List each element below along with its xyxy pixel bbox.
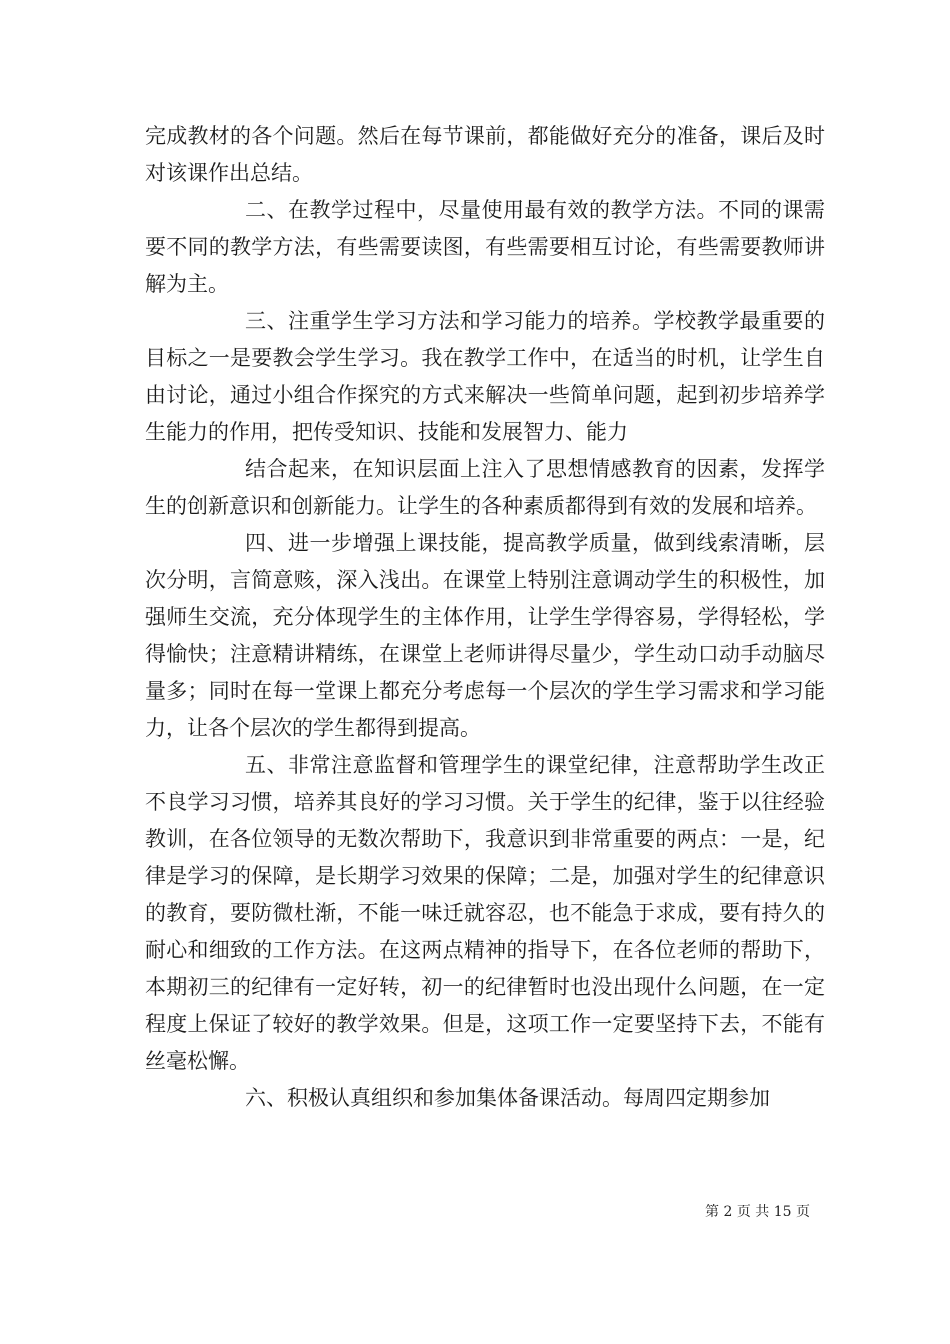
paragraph-point-4: 四、进一步增强上课技能，提高教学质量，做到线索清晰，层次分明，言简意赅，深入浅出。在课堂上特别注意调动学生的积极性，加强师生交流，充分体现学生的主体作用，让学生学得容易，学得轻松，学得愉快；注意精讲精练，在课堂上老师讲得尽量少，学生动口动手动脑尽量多；同时在每一堂课上都充分考虑每一个层次的学生学习需求和学习能力，让各个层次的学生都得到提高。 — [145, 531, 825, 740]
document-body — [145, 118, 825, 1117]
paragraph-point-5: 五、非常注意监督和管理学生的课堂纪律，注意帮助学生改正不良学习习惯，培养其良好的学习习惯。关于学生的纪律，鉴于以往经验教训，在各位领导的无数次帮助下，我意识到非常重要的两点：一是，纪律是学习的保障，是长期学习效果的保障；二是，加强对学生的纪律意识的教育，要防微杜渐，不能一味迁就容忍，也不能急于求成，要有持久的耐心和细致的工作方法。在这两点精神的指导下，在各位老师的帮助下，本期初三的纪律有一定好转，初一的纪律暂时也没出现什么问题，在一定程度上保证了较好的教学效果。但是，这项工作一定要坚持下去，不能有丝毫松懈。 — [145, 753, 825, 1073]
page-number-footer: 第 2 页 共 15 页 — [705, 1204, 810, 1220]
paragraph-continuation: 完成教材的各个问题。然后在每节课前，都能做好充分的准备，课后及时对该课作出总结。 — [145, 124, 825, 185]
paragraph-point-3: 三、注重学生学习方法和学习能力的培养。学校教学最重要的目标之一是要教会学生学习。我在教学工作中，在适当的时机，让学生自由讨论，通过小组合作探究的方式来解决一些简单问题，起到初步培养学生能力的作用，把传受知识、技能和发展智力、能力 — [145, 309, 825, 444]
paragraph-point-2: 二、在教学过程中，尽量使用最有效的教学方法。不同的课需要不同的教学方法，有些需要读图，有些需要相互讨论，有些需要教师讲解为主。 — [145, 198, 825, 296]
paragraph-point-3-continued: 结合起来，在知识层面上注入了思想情感教育的因素，发挥学生的创新意识和创新能力。让学生的各种素质都得到有效的发展和培养。 — [145, 457, 825, 518]
paragraph-point-6: 六、积极认真组织和参加集体备课活动。每周四定期参加 — [245, 1086, 770, 1110]
